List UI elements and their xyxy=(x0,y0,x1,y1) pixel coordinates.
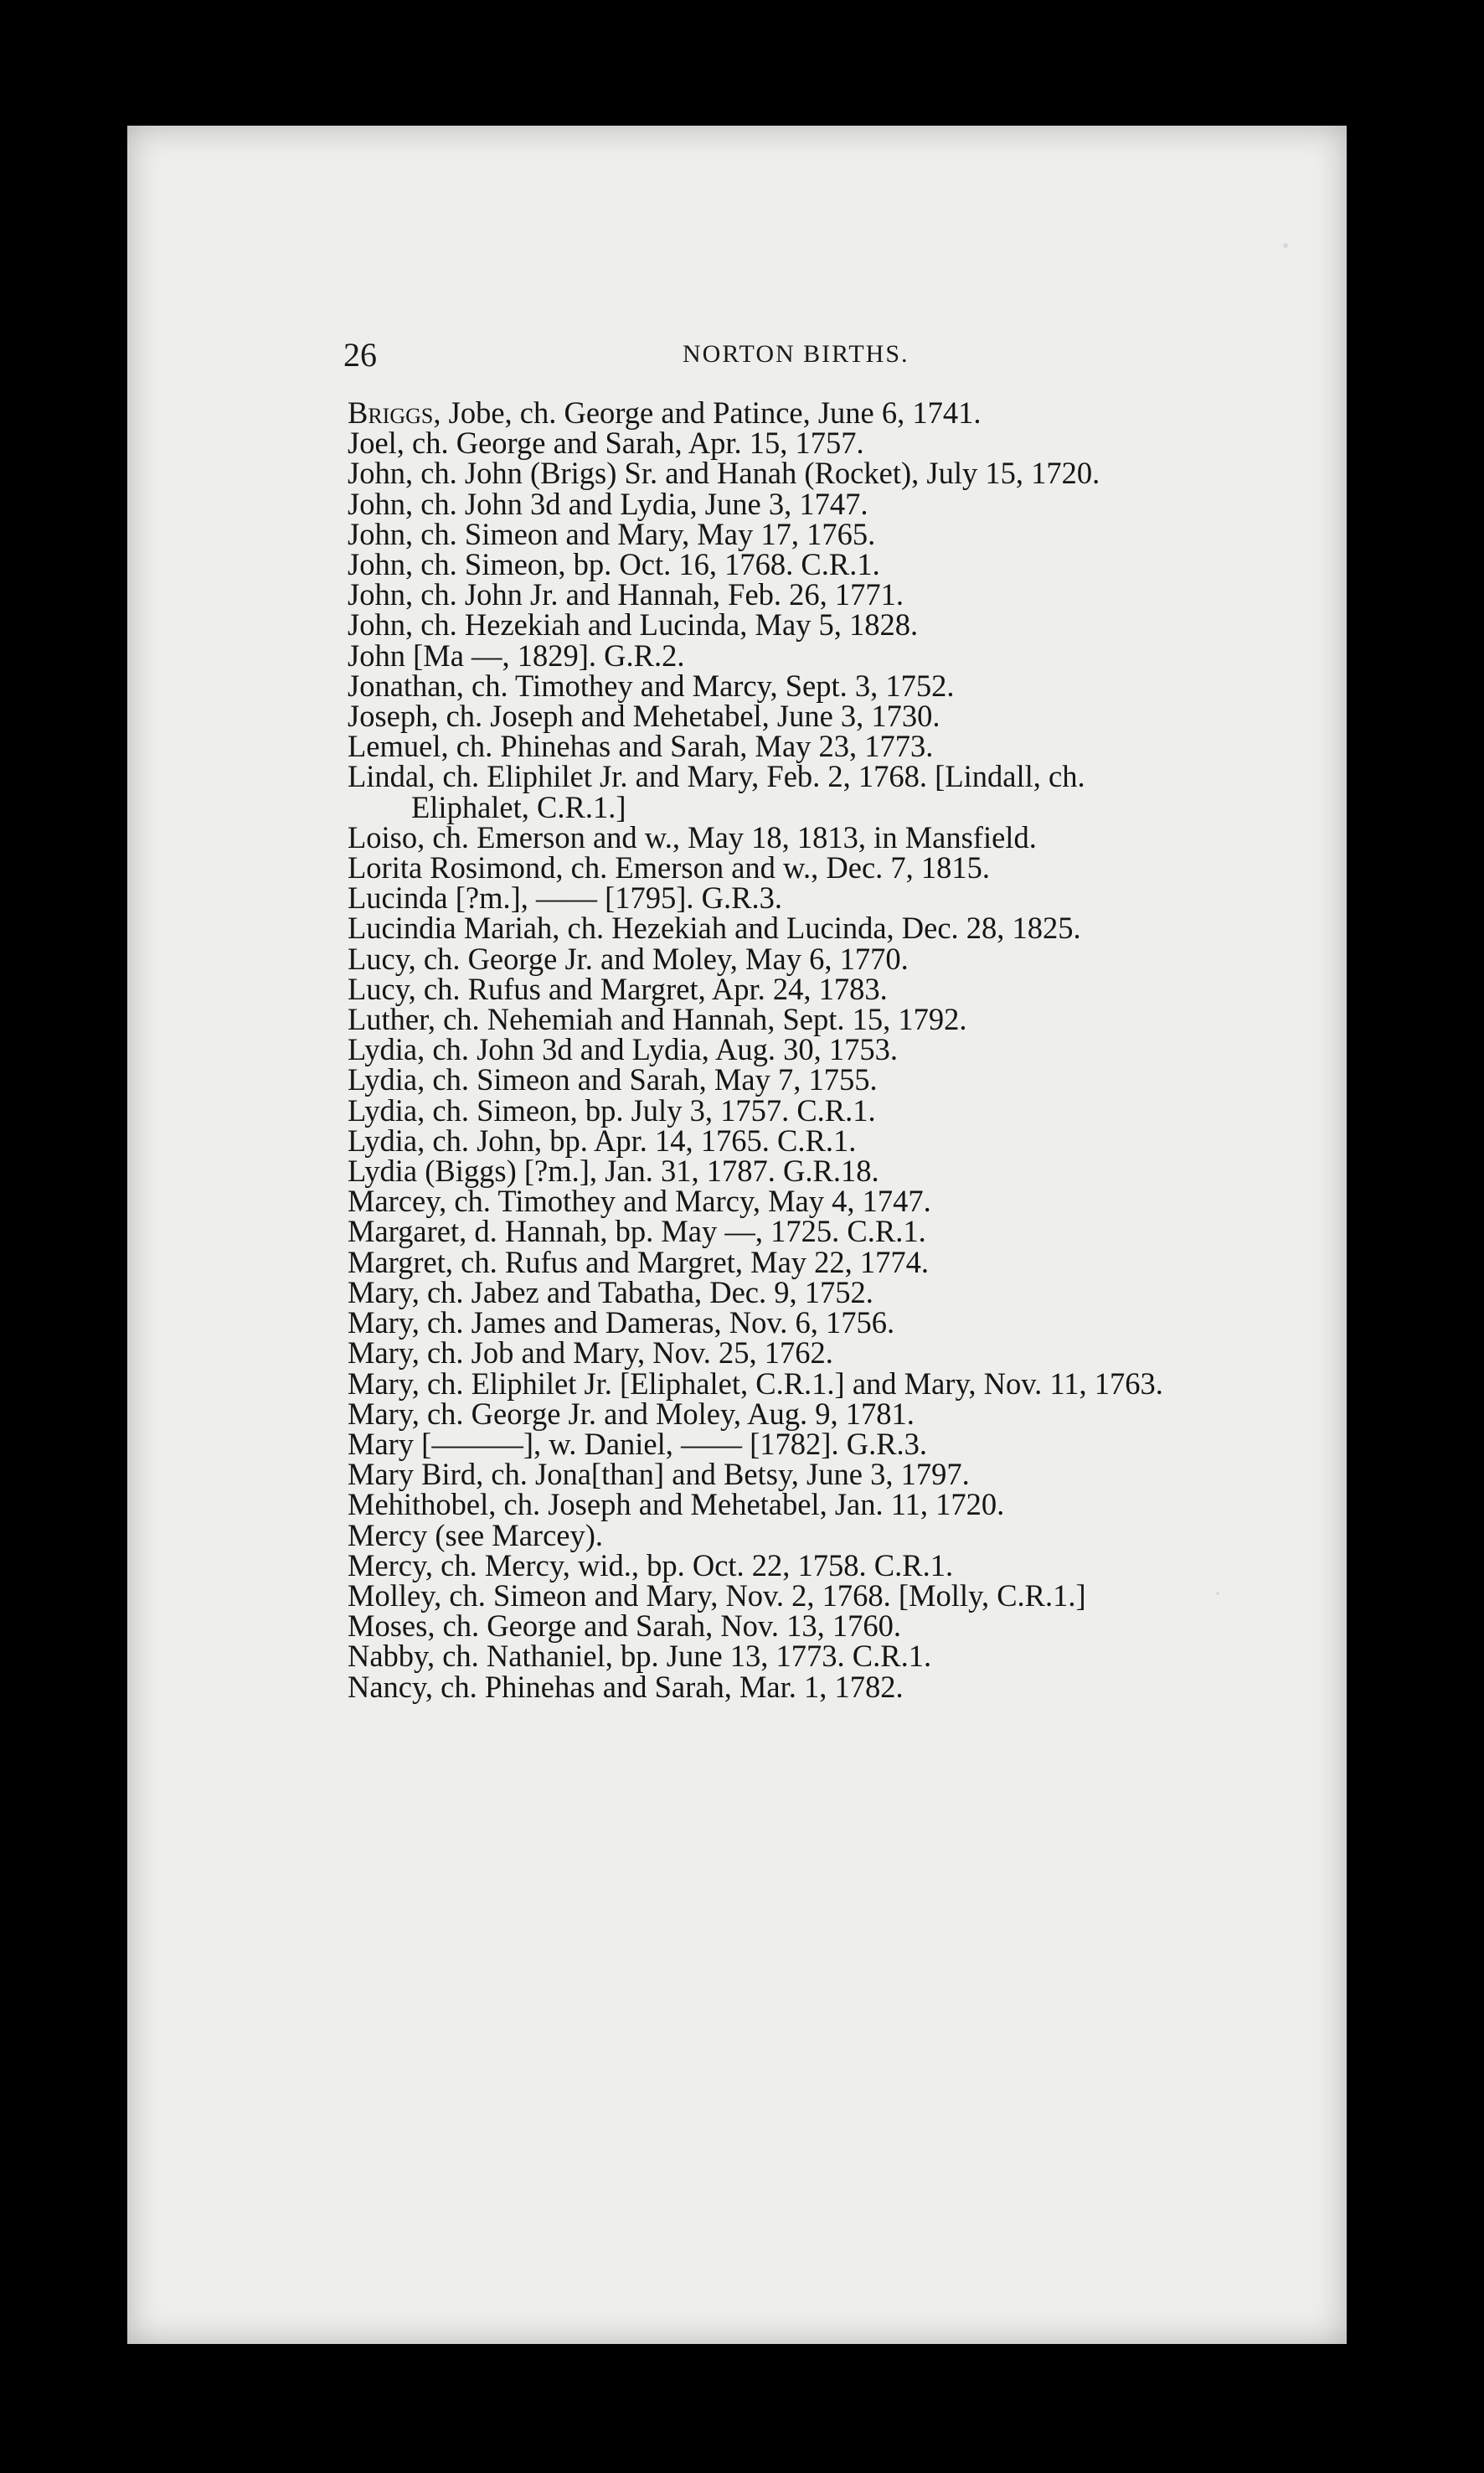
birth-entry xyxy=(348,1123,1311,1158)
birth-entry xyxy=(348,941,1311,976)
entry-text: Moses, ch. George and Sarah, Nov. 13, 1760. xyxy=(348,1608,901,1644)
birth-entry xyxy=(348,1426,1311,1461)
birth-entry xyxy=(348,1244,1311,1279)
page-header xyxy=(343,335,1265,377)
entry-text: Lindal, ch. Eliphilet Jr. and Mary, Feb. 2, 1768. [Lindall, ch. xyxy=(348,759,1085,794)
entry-text: Marcey, ch. Timothey and Marcy, May 4, 1747. xyxy=(348,1184,931,1219)
entry-text: Lorita Rosimond, ch. Emerson and w., Dec. 7, 1815. xyxy=(348,850,991,885)
birth-entry xyxy=(348,1092,1311,1128)
entry-text: Loiso, ch. Emerson and w., May 18, 1813, in Mansfield. xyxy=(348,819,1037,854)
birth-entry xyxy=(348,759,1311,794)
entry-text: Nabby, ch. Nathaniel, bp. June 13, 1773. C.R.1. xyxy=(348,1639,932,1674)
entry-text: Mercy (see Marcey). xyxy=(348,1517,604,1552)
birth-entry xyxy=(348,1274,1311,1309)
entry-text: Lydia, ch. Simeon and Sarah, May 7, 1755. xyxy=(348,1062,878,1097)
entry-text: Mehithobel, ch. Joseph and Mehetabel, Jan. 11, 1720. xyxy=(348,1487,1005,1522)
entry-text: Lydia (Biggs) [?m.], Jan. 31, 1787. G.R.18. xyxy=(348,1154,879,1189)
birth-entry xyxy=(348,1396,1311,1431)
birth-entry xyxy=(348,426,1311,461)
birth-entry xyxy=(348,1216,1311,1247)
birth-entries-list xyxy=(348,395,1311,1704)
entry-text: Mary, ch. Eliphilet Jr. [Eliphalet, C.R.1.] and Mary, Nov. 11, 1763. xyxy=(348,1366,1163,1401)
entry-text: Joel, ch. George and Sarah, Apr. 15, 1757. xyxy=(348,426,864,461)
entry-text: John, ch. John Jr. and Hannah, Feb. 26, 1771. xyxy=(348,577,904,612)
birth-entry xyxy=(348,731,1311,762)
entry-text: Lucinda [?m.], —— [1795]. G.R.3. xyxy=(348,880,783,916)
entry-text: Mary, ch. Jabez and Tabatha, Dec. 9, 1752. xyxy=(348,1274,873,1309)
birth-entry xyxy=(348,880,1311,916)
birth-entry xyxy=(348,516,1311,551)
entry-text: Mercy, ch. Mercy, wid., bp. Oct. 22, 1758. C.R.1. xyxy=(348,1547,954,1582)
entry-text: John, ch. John (Brigs) Sr. and Hanah (Rocket), July 15, 1720. xyxy=(348,456,1100,491)
entry-text: Lydia, ch. John 3d and Lydia, Aug. 30, 1753. xyxy=(348,1032,898,1067)
entry-text: John, ch. Simeon, bp. Oct. 16, 1768. C.R.1. xyxy=(348,547,880,582)
birth-entry xyxy=(348,1366,1311,1401)
entry-text: Mary, ch. James and Dameras, Nov. 6, 1756. xyxy=(348,1305,895,1340)
birth-entry xyxy=(348,486,1311,521)
entry-text: Molley, ch. Simeon and Mary, Nov. 2, 1768. [Molly, C.R.1.] xyxy=(348,1577,1086,1613)
birth-entry xyxy=(348,668,1311,703)
birth-entry xyxy=(348,1305,1311,1340)
entry-text: Lydia, ch. Simeon, bp. July 3, 1757. C.R.1. xyxy=(348,1092,876,1128)
birth-entry xyxy=(348,1517,1311,1552)
birth-entry xyxy=(348,1004,1311,1035)
birth-entry xyxy=(348,850,1311,885)
birth-entry xyxy=(348,547,1311,582)
birth-entry xyxy=(348,395,1311,430)
birth-entry xyxy=(348,1577,1311,1613)
entry-text: Lucy, ch. George Jr. and Moley, May 6, 1770. xyxy=(348,941,909,976)
entry-text: John [Ma —, 1829]. G.R.2. xyxy=(348,638,685,673)
entry-text: Jonathan, ch. Timothey and Marcy, Sept. 3, 1752. xyxy=(348,668,955,703)
entry-text: Lemuel, ch. Phinehas and Sarah, May 23, 1773. xyxy=(348,729,934,764)
birth-entry xyxy=(348,1184,1311,1219)
birth-entry xyxy=(348,1669,1311,1704)
entry-text: John, ch. John 3d and Lydia, June 3, 1747. xyxy=(348,486,868,521)
entry-surname: Briggs xyxy=(348,395,434,430)
birth-entry xyxy=(348,1457,1311,1492)
birth-entry xyxy=(348,607,1311,643)
birth-entry xyxy=(348,699,1311,734)
birth-entry xyxy=(348,1547,1311,1582)
running-head: NORTON BIRTHS. xyxy=(683,340,909,368)
entry-text: Joseph, ch. Joseph and Mehetabel, June 3, 1730. xyxy=(348,699,940,734)
birth-entry xyxy=(348,577,1311,612)
entry-text: Lucindia Mariah, ch. Hezekiah and Lucinda, Dec. 28, 1825. xyxy=(348,911,1081,946)
birth-entry xyxy=(348,1489,1311,1520)
entry-text: John, ch. Hezekiah and Lucinda, May 5, 1828. xyxy=(348,607,919,643)
birth-entry xyxy=(348,911,1311,946)
birth-entry xyxy=(348,1608,1311,1644)
birth-entry xyxy=(348,971,1311,1006)
entry-text: Lucy, ch. Rufus and Margret, Apr. 24, 1783. xyxy=(348,971,888,1006)
entry-text: Eliphalet, C.R.1.] xyxy=(411,789,626,824)
birth-entry xyxy=(348,1154,1311,1189)
entry-text: , Jobe, ch. George and Patince, June 6, 1741. xyxy=(433,395,982,430)
birth-entry xyxy=(348,1032,1311,1067)
entry-text: Mary Bird, ch. Jona[than] and Betsy, June 3, 1797. xyxy=(348,1457,970,1492)
birth-entry xyxy=(348,1639,1311,1674)
paper-speck xyxy=(1283,243,1288,248)
entry-text: John, ch. Simeon and Mary, May 17, 1765. xyxy=(348,516,876,551)
entry-text: Lydia, ch. John, bp. Apr. 14, 1765. C.R.1. xyxy=(348,1123,857,1158)
entry-text: Nancy, ch. Phinehas and Sarah, Mar. 1, 1782. xyxy=(348,1669,904,1704)
entry-text: Luther, ch. Nehemiah and Hannah, Sept. 15, 1792. xyxy=(348,1002,967,1037)
entry-text: Mary, ch. George Jr. and Moley, Aug. 9, 1781. xyxy=(348,1396,915,1431)
entry-text: Margret, ch. Rufus and Margret, May 22, 1774. xyxy=(348,1244,930,1279)
entry-text: Margaret, d. Hannah, bp. May —, 1725. C.R.1. xyxy=(348,1214,926,1249)
birth-entry xyxy=(348,1335,1311,1371)
birth-entry xyxy=(348,1062,1311,1097)
birth-entry xyxy=(348,456,1311,491)
birth-entry xyxy=(348,638,1311,673)
birth-entry xyxy=(348,819,1311,854)
entry-text: Mary [———], w. Daniel, —— [1782]. G.R.3. xyxy=(348,1426,928,1461)
page-number: 26 xyxy=(343,336,377,374)
entry-continuation-line xyxy=(348,789,1311,824)
entry-text: Mary, ch. Job and Mary, Nov. 25, 1762. xyxy=(348,1335,833,1371)
